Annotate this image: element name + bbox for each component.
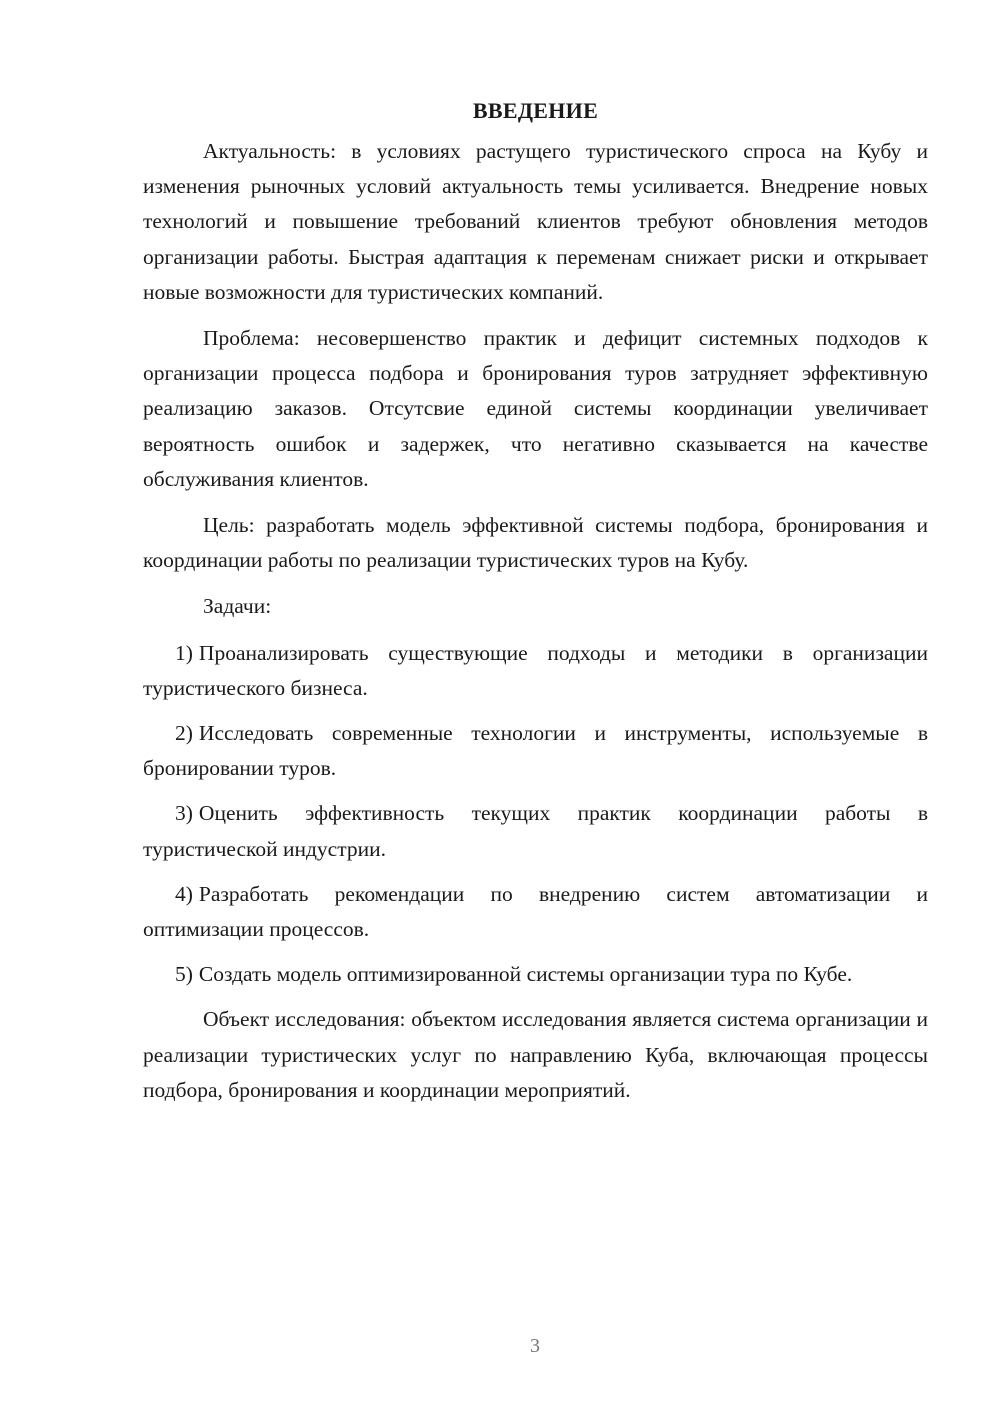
list-item-number: 3) bbox=[175, 801, 193, 826]
list-item-text: Проанализировать существующие подходы и методики в организации туристического бизнеса. bbox=[143, 640, 928, 700]
page-content bbox=[143, 96, 928, 1119]
list-item bbox=[143, 716, 928, 786]
list-item bbox=[143, 957, 928, 992]
research-object-paragraph: Объект исследования: объектом исследования является система организации и реализации туристических услуг по направлению Куба, включающая процессы подбора, бронирования и координации мероприятий. bbox=[143, 1007, 928, 1102]
list-item-number: 1) bbox=[175, 640, 193, 665]
tasks-list bbox=[143, 636, 928, 993]
list-item-text: Оценить эффективность текущих практик координации работы в туристической индустрии. bbox=[143, 801, 928, 861]
list-item-text: Разработать рекомендации по внедрению систем автоматизации и оптимизации процессов. bbox=[143, 881, 928, 942]
list-item-number: 5) bbox=[175, 962, 193, 987]
tasks-heading: Задачи: bbox=[203, 594, 272, 619]
list-item-text: Создать модель оптимизированной системы организации тура по Кубе. bbox=[198, 962, 853, 987]
list-item-number: 4) bbox=[175, 881, 193, 906]
list-item bbox=[143, 796, 928, 866]
problem-paragraph: Проблема: несовершенство практик и дефицит системных подходов к организации процесса подбора и бронирования туров затрудняет эффективную реализацию заказов. Отсутсвие единой системы координации увеличивает вероятность ошибок и задержек, что негативно сказывается на качестве обслуживания клиентов. bbox=[143, 326, 928, 491]
goal-paragraph: Цель: разработать модель эффективной системы подбора, бронирования и координации работы по реализации туристических туров на Кубу. bbox=[143, 513, 928, 573]
list-item-number: 2) bbox=[175, 721, 193, 746]
list-item bbox=[143, 877, 928, 947]
list-item bbox=[143, 636, 928, 706]
list-item-text: Исследовать современные технологии и инструменты, используемые в бронировании туров. bbox=[143, 721, 928, 781]
relevance-paragraph: Актуальность: в условиях растущего туристического спроса на Кубу и изменения рыночных условий актуальность темы усиливается. Внедрение новых технологий и повышение требований клиентов требуют обновления методов организации работы. Быстрая адаптация к переменам снижает риски и открывает новые возможности для туристических компаний. bbox=[143, 139, 928, 304]
page-number: 3 bbox=[530, 1335, 540, 1357]
page-title: ВВЕДЕНИЕ bbox=[472, 98, 599, 123]
